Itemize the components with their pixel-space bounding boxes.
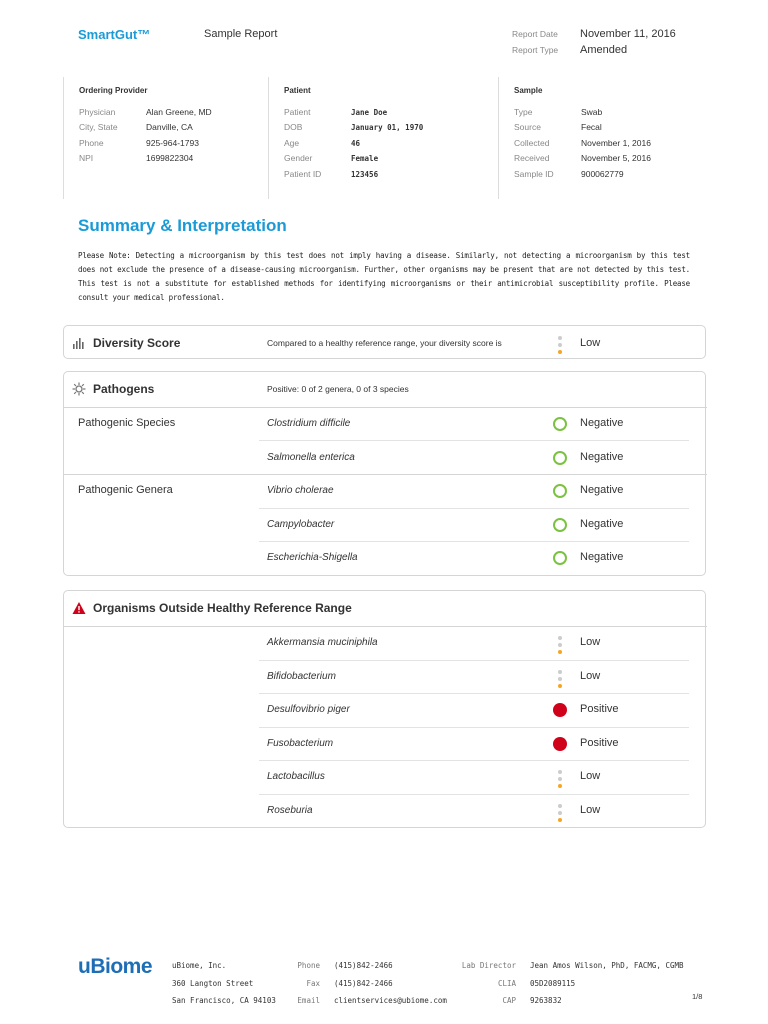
company-name: uBiome, Inc.	[172, 961, 227, 970]
brand-name: SmartGut™	[78, 27, 151, 42]
info-value: November 5, 2016	[581, 153, 651, 164]
document-title: Sample Report	[204, 28, 278, 40]
table-row	[64, 407, 707, 441]
result-value: Positive	[580, 736, 619, 749]
lab-director-value: Jean Amos Wilson, PhD, FACMG, CGMB	[530, 961, 684, 970]
table-row	[64, 727, 707, 761]
info-value: Alan Greene, MD	[146, 107, 212, 117]
sample-block	[498, 77, 706, 199]
clia-label: CLIA	[497, 978, 516, 988]
organism-name: Fusobacterium	[267, 737, 334, 749]
pathogenic-species-label: Pathogenic Species	[78, 417, 176, 429]
info-value: Jane Doe	[351, 108, 388, 117]
diversity-title: Diversity Score	[93, 336, 181, 350]
organism-name: Salmonella enterica	[267, 452, 355, 463]
patient-block	[268, 77, 498, 199]
diversity-card	[63, 325, 706, 359]
pathogens-description: Positive: 0 of 2 genera, 0 of 3 species	[267, 384, 409, 394]
ordering-provider-heading: Ordering Provider	[79, 86, 148, 95]
summary-title: Summary & Interpretation	[78, 216, 287, 235]
negative-indicator-icon	[553, 484, 567, 498]
report-type-label: Report Type	[512, 45, 559, 55]
pathogen-icon	[72, 382, 86, 396]
positive-indicator-icon	[553, 703, 567, 717]
info-label: Sample ID	[514, 168, 554, 179]
info-label: Source	[514, 122, 541, 133]
street-address: 360 Langton Street	[172, 978, 254, 988]
positive-indicator-icon	[553, 737, 567, 751]
contact-labels	[280, 957, 320, 1010]
contact-values	[334, 957, 447, 1010]
outside-range-title: Organisms Outside Healthy Reference Range	[93, 601, 352, 615]
report-meta	[512, 28, 676, 60]
info-label: Patient ID	[284, 168, 322, 179]
organism-name: Clostridium difficile	[267, 418, 351, 429]
organism-name: Lactobacillus	[267, 771, 325, 783]
table-row	[64, 760, 707, 794]
phone-label: Phone	[297, 961, 320, 970]
info-value: Female	[351, 154, 379, 164]
table-row	[64, 474, 707, 508]
low-level-icon	[553, 636, 567, 650]
phone-value: (415)842-2466	[334, 961, 393, 970]
result-value: Negative	[580, 484, 624, 496]
bar-chart-icon	[72, 336, 86, 350]
patient-heading: Patient	[284, 86, 311, 95]
table-row	[64, 693, 707, 727]
info-value: 123456	[351, 169, 379, 179]
report-type-value: Amended	[580, 44, 628, 56]
lab-director-label: Lab Director	[461, 961, 516, 970]
result-value: Negative	[580, 551, 624, 563]
negative-indicator-icon	[553, 451, 567, 465]
low-level-icon	[553, 670, 567, 684]
disclaimer-note: Please Note: Detecting a microorganism by this test does not imply having a disease. Similarly, not detecting a microorganism by this test does not exclude the presence of a disease-causing microorganism. Further, other organisms may be present that are not detected by this test. This test is not a substitute for established methods for identifying microorganisms or their antimicrobial susceptibility profile. Please consult your medical professional.	[78, 251, 690, 302]
table-row	[64, 626, 707, 660]
info-value: 1699822304	[146, 153, 194, 164]
info-label: Patient	[284, 107, 311, 117]
low-level-icon	[553, 336, 567, 356]
company-address	[172, 957, 276, 1010]
fax-label: Fax	[306, 978, 320, 988]
info-label: Type	[514, 107, 533, 117]
pathogens-card	[63, 371, 706, 576]
diversity-result: Low	[580, 337, 601, 349]
info-label: Age	[284, 137, 300, 148]
sample-heading: Sample	[514, 86, 543, 95]
report-date-value: November 11, 2016	[580, 28, 676, 40]
pathogens-title: Pathogens	[93, 382, 155, 396]
organism-name: Campylobacter	[267, 519, 335, 530]
ordering-provider-block	[63, 77, 268, 199]
info-value: January 01, 1970	[351, 123, 424, 133]
result-value: Negative	[580, 451, 624, 463]
low-level-icon	[553, 804, 567, 818]
info-value: 46	[351, 138, 361, 148]
info-label: NPI	[79, 153, 94, 164]
organism-name: Escherichia-Shigella	[267, 552, 358, 563]
table-row	[64, 794, 707, 828]
report-date-label: Report Date	[512, 29, 558, 39]
info-value: Danville, CA	[146, 122, 193, 133]
negative-indicator-icon	[553, 417, 567, 431]
organism-name: Akkermansia muciniphila	[267, 637, 378, 648]
result-value: Low	[580, 636, 601, 648]
warning-icon	[72, 601, 86, 615]
table-row	[64, 660, 707, 694]
info-label: DOB	[284, 122, 303, 133]
lab-labels	[452, 957, 516, 1010]
table-row	[64, 441, 707, 475]
result-value: Negative	[580, 417, 624, 429]
result-value: Negative	[580, 518, 624, 530]
page-number: 1/8	[692, 992, 703, 1001]
info-value: 925-964-1793	[146, 137, 199, 148]
outside-range-card	[63, 590, 706, 828]
info-value: November 1, 2016	[581, 137, 651, 148]
info-label: Gender	[284, 153, 313, 164]
table-row	[64, 541, 707, 575]
negative-indicator-icon	[553, 551, 567, 565]
info-label: Received	[514, 153, 550, 164]
negative-indicator-icon	[553, 518, 567, 532]
table-row	[64, 508, 707, 542]
info-value: Swab	[581, 107, 603, 117]
result-value: Low	[580, 804, 601, 816]
clia-value: 05D2089115	[530, 978, 576, 988]
info-label: Phone	[79, 137, 104, 148]
organism-name: Vibrio cholerae	[267, 485, 334, 496]
result-value: Low	[580, 669, 601, 682]
organism-name: Bifidobacterium	[267, 670, 336, 682]
info-label: City, State	[79, 122, 118, 133]
cap-value: 9263832	[530, 996, 562, 1005]
info-value: 900062779	[581, 168, 624, 179]
low-level-icon	[553, 770, 567, 784]
city-address: San Francisco, CA 94103	[172, 996, 276, 1005]
email-link[interactable]: clientservices@ubiome.com	[334, 996, 447, 1005]
fax-value: (415)842-2466	[334, 978, 393, 988]
lab-values	[530, 957, 684, 1010]
info-label: Collected	[514, 137, 550, 148]
result-value: Low	[580, 770, 601, 783]
cap-label: CAP	[502, 996, 516, 1005]
diversity-description: Compared to a healthy reference range, your diversity score is	[267, 338, 502, 348]
result-value: Positive	[580, 703, 619, 716]
pathogenic-genera-label: Pathogenic Genera	[78, 484, 173, 496]
info-value: Fecal	[581, 122, 602, 133]
organism-name: Desulfovibrio piger	[267, 704, 350, 716]
organism-name: Roseburia	[267, 805, 313, 816]
ubiome-logo: uBiome	[78, 955, 153, 978]
info-label: Physician	[79, 107, 116, 117]
email-label: Email	[297, 996, 320, 1005]
